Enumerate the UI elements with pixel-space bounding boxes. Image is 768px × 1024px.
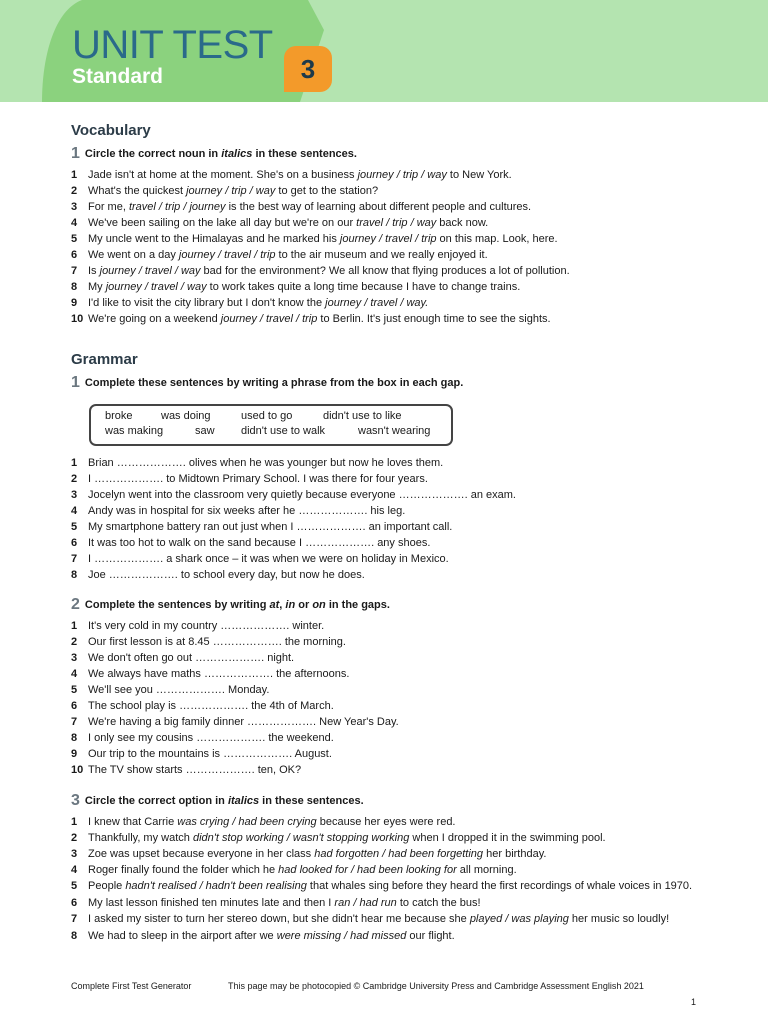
list-item: 10 The TV show starts ………………. ten, OK? <box>71 764 302 776</box>
item-number: 4 <box>71 668 78 680</box>
word-box-item: was doing <box>161 410 211 422</box>
question-number: 1 <box>71 374 80 391</box>
list-item: 5 My uncle went to the Himalayas and he marked his journey / travel / trip on this map. Look, here. <box>71 233 558 245</box>
item-number: 1 <box>71 620 78 632</box>
item-number: 2 <box>71 185 78 197</box>
footer-copyright: This page may be photocopied © Cambridge University Press and Cambridge Assessment English 2021 <box>228 981 644 991</box>
item-number: 7 <box>71 716 78 728</box>
item-number: 2 <box>71 832 78 844</box>
vocabulary-q1-instruction: 1 Circle the correct noun in italics in these sentences. <box>71 145 357 162</box>
item-number: 8 <box>71 930 78 942</box>
item-number: 9 <box>71 297 78 309</box>
word-box-item: wasn't wearing <box>358 425 431 437</box>
item-number: 5 <box>71 233 78 245</box>
list-item: 1 I knew that Carrie was crying / had been crying because her eyes were red. <box>71 816 456 828</box>
grammar-q3-instruction: 3 Circle the correct option in italics in these sentences. <box>71 792 364 809</box>
vocabulary-heading: Vocabulary <box>71 122 151 139</box>
question-number: 1 <box>71 145 80 162</box>
item-number: 4 <box>71 217 78 229</box>
grammar-q2-list <box>71 618 701 778</box>
item-number: 2 <box>71 473 78 485</box>
list-item: 4 Andy was in hospital for six weeks after he ………………. his leg. <box>71 505 406 517</box>
item-number: 6 <box>71 897 78 909</box>
list-item: 7 We're having a big family dinner ………………. New Year's Day. <box>71 716 399 728</box>
page-header <box>0 0 768 102</box>
list-item: 7 Is journey / travel / way bad for the environment? We all know that flying produces a lot of pollution. <box>71 265 570 277</box>
item-number: 5 <box>71 880 78 892</box>
list-item: 6 We went on a day journey / travel / trip to the air museum and we really enjoyed it. <box>71 249 488 261</box>
word-box-item: didn't use to walk <box>241 425 326 437</box>
item-number: 7 <box>71 913 78 925</box>
item-number: 8 <box>71 569 78 581</box>
list-item: 4 Roger finally found the folder which he had looked for / had been looking for all morning. <box>71 864 517 876</box>
item-number: 3 <box>71 652 78 664</box>
item-number: 5 <box>71 684 78 696</box>
list-item: 2 I ………………. to Midtown Primary School. I was there for four years. <box>71 473 428 485</box>
list-item: 7 I ………………. a shark once – it was when we were on holiday in Mexico. <box>71 553 449 565</box>
item-number: 7 <box>71 553 78 565</box>
word-box-item: was making <box>105 425 164 437</box>
item-number: 4 <box>71 505 78 517</box>
list-item: 8 I only see my cousins ………………. the weekend. <box>71 732 334 744</box>
item-number: 3 <box>71 489 78 501</box>
list-item: 6 My last lesson finished ten minutes late and then I ran / had run to catch the bus! <box>71 897 481 909</box>
grammar-q1-instruction: 1 Complete these sentences by writing a phrase from the box in each gap. <box>71 374 464 391</box>
list-item: 4 We've been sailing on the lake all day but we're on our travel / trip / way back now. <box>71 217 489 229</box>
list-item: 1 Brian ………………. olives when he was younger but now he loves them. <box>71 457 444 469</box>
item-number: 6 <box>71 249 78 261</box>
item-number: 10 <box>71 764 84 776</box>
item-number: 1 <box>71 457 78 469</box>
unit-number-badge: 3 <box>284 46 332 92</box>
list-item: 9 Our trip to the mountains is ………………. August. <box>71 748 332 760</box>
item-number: 7 <box>71 265 78 277</box>
item-number: 6 <box>71 537 78 549</box>
grammar-q2-instruction: 2 Complete the sentences by writing at, in or on in the gaps. <box>71 596 390 613</box>
list-item: 9 I'd like to visit the city library but I don't know the journey / travel / way. <box>71 297 429 309</box>
grammar-q3-list <box>71 814 701 944</box>
list-item: 8 Joe ………………. to school every day, but now he does. <box>71 569 365 581</box>
word-box-item: saw <box>195 425 215 437</box>
list-item: 8 We had to sleep in the airport after we were missing / had missed our flight. <box>71 930 455 942</box>
page-number: 1 <box>691 997 697 1007</box>
list-item: 4 We always have maths ………………. the afternoons. <box>71 668 350 680</box>
list-item: 3 Zoe was upset because everyone in her class had forgotten / had been forgetting her birthday. <box>71 848 547 860</box>
item-number: 10 <box>71 313 84 325</box>
list-item: 2 What's the quickest journey / trip / way to get to the station? <box>71 185 379 197</box>
footer-left: Complete First Test Generator <box>71 981 192 991</box>
item-number: 1 <box>71 816 78 828</box>
list-item: 6 It was too hot to walk on the sand because I ………………. any shoes. <box>71 537 431 549</box>
item-number: 5 <box>71 521 78 533</box>
list-item: 3 For me, travel / trip / journey is the best way of learning about different people and cultures. <box>71 201 532 213</box>
item-number: 8 <box>71 281 78 293</box>
vocabulary-q1-list <box>71 167 701 327</box>
list-item: 1 It's very cold in my country ………………. winter. <box>71 620 325 632</box>
list-item: 5 We'll see you ………………. Monday. <box>71 684 270 696</box>
word-box-item: broke <box>105 410 133 422</box>
item-number: 3 <box>71 848 78 860</box>
item-number: 8 <box>71 732 78 744</box>
list-item: 3 We don't often go out ………………. night. <box>71 652 295 664</box>
item-number: 3 <box>71 201 78 213</box>
item-number: 9 <box>71 748 78 760</box>
question-number: 3 <box>71 792 80 809</box>
item-number: 6 <box>71 700 78 712</box>
question-number: 2 <box>71 596 80 613</box>
word-box-item: didn't use to like <box>323 410 402 422</box>
list-item: 7 I asked my sister to turn her stereo down, but she didn't hear me because she played / was playing her music so loudly! <box>71 913 670 925</box>
list-item: 5 People hadn't realised / hadn't been realising that whales sing before they heard the first recordings of whale voices in 1970. <box>71 880 693 892</box>
grammar-q1-list <box>71 455 701 583</box>
list-item: 2 Thankfully, my watch didn't stop working / wasn't stopping working when I dropped it in the swimming pool. <box>71 832 606 844</box>
list-item: 2 Our first lesson is at 8.45 ………………. the morning. <box>71 636 346 648</box>
page-title: UNIT TEST <box>72 23 273 67</box>
list-item: 6 The school play is ………………. the 4th of March. <box>71 700 334 712</box>
word-box-item: used to go <box>241 410 293 422</box>
list-item: 3 Jocelyn went into the classroom very quietly because everyone ………………. an exam. <box>71 489 516 501</box>
list-item: 8 My journey / travel / way to work takes quite a long time because I have to change trains. <box>71 281 521 293</box>
list-item: 5 My smartphone battery ran out just when I ………………. an important call. <box>71 521 453 533</box>
list-item: 1 Jade isn't at home at the moment. She's on a business journey / trip / way to New York. <box>71 169 512 181</box>
list-item: 10 We're going on a weekend journey / travel / trip to Berlin. It's just enough time to see the sights. <box>71 313 551 325</box>
grammar-heading: Grammar <box>71 351 138 368</box>
item-number: 2 <box>71 636 78 648</box>
item-number: 4 <box>71 864 78 876</box>
word-box <box>89 404 453 446</box>
item-number: 1 <box>71 169 78 181</box>
page-subtitle: Standard <box>72 65 164 88</box>
